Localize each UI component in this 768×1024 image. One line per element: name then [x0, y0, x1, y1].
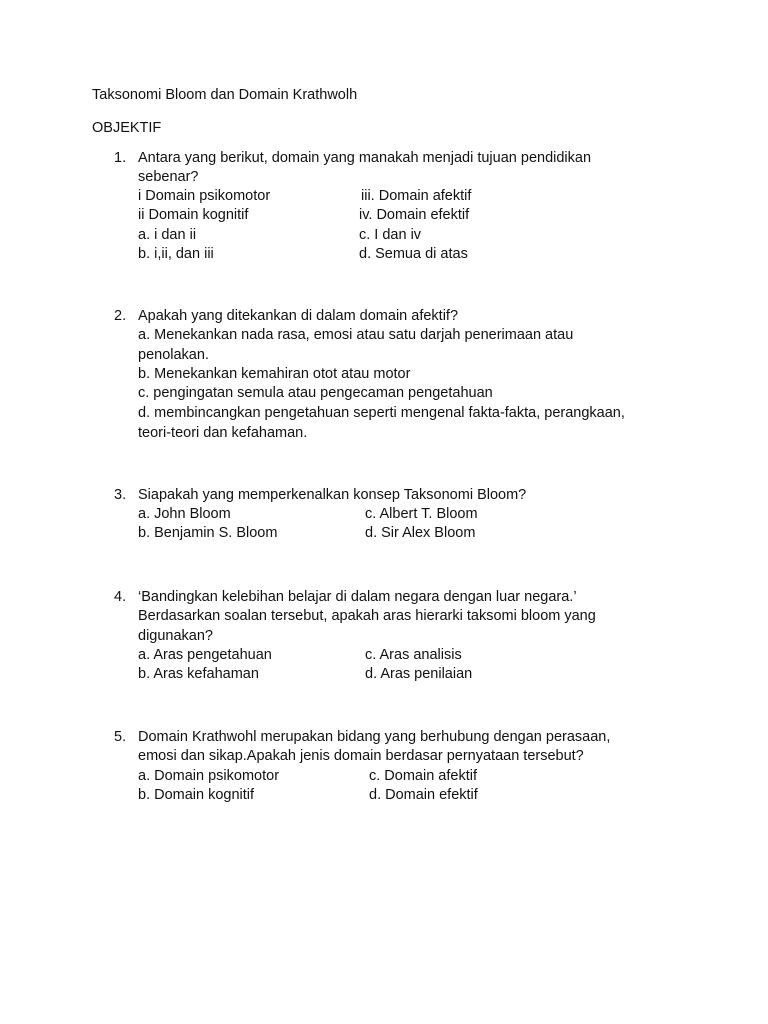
- answer-option-a: a. Domain psikomotor: [138, 768, 280, 784]
- question-number: 2.: [114, 308, 127, 324]
- question-number: 5.: [114, 729, 127, 745]
- statement-item: iv. Domain efektif: [359, 207, 470, 223]
- answer-option-a: a. John Bloom: [138, 506, 231, 522]
- question-stem-line: digunakan?: [138, 628, 213, 644]
- question-stem-line: Siapakah yang memperkenalkan konsep Taksonomi Bloom?: [138, 487, 527, 503]
- answer-option-a: a. i dan ii: [138, 227, 197, 243]
- answer-option-b: b. Aras kefahaman: [138, 666, 259, 682]
- question-stem-line: ‘Bandingkan kelebihan belajar di dalam negara dengan luar negara.’: [138, 589, 577, 605]
- document-title: Taksonomi Bloom dan Domain Krathwolh: [92, 87, 358, 103]
- question-stem-line: Domain Krathwohl merupakan bidang yang berhubung dengan perasaan,: [138, 729, 611, 745]
- answer-option-d: d. Sir Alex Bloom: [365, 525, 476, 541]
- question-stem-line: sebenar?: [138, 169, 199, 185]
- section-heading: OBJEKTIF: [92, 120, 162, 136]
- question-stem-line: Antara yang berikut, domain yang manakah menjadi tujuan pendidikan: [138, 150, 592, 166]
- question-number: 3.: [114, 487, 127, 503]
- question-stem-line: emosi dan sikap.Apakah jenis domain berdasar pernyataan tersebut?: [138, 748, 584, 764]
- answer-option-b: b. i,ii, dan iii: [138, 246, 214, 262]
- question-stem-line: Apakah yang ditekankan di dalam domain afektif?: [138, 308, 459, 324]
- question-number: 4.: [114, 589, 127, 605]
- statement-item: i Domain psikomotor: [138, 188, 271, 204]
- answer-option-d: d. Semua di atas: [359, 246, 468, 262]
- answer-option-c: c. Albert T. Bloom: [365, 506, 478, 522]
- answer-option-d: d. Domain efektif: [369, 787, 478, 803]
- answer-option-c: c. I dan iv: [359, 227, 422, 243]
- answer-option-line: d. membincangkan pengetahuan seperti mengenal fakta-fakta, perangkaan,: [138, 405, 625, 421]
- answer-option-c: c. Domain afektif: [369, 768, 477, 784]
- answer-option-line: a. Menekankan nada rasa, emosi atau satu darjah penerimaan atau: [138, 327, 574, 343]
- answer-option-line: teori-teori dan kefahaman.: [138, 425, 308, 441]
- answer-option-d: d. Aras penilaian: [365, 666, 473, 682]
- statement-item: ii Domain kognitif: [138, 207, 249, 223]
- statement-item: iii. Domain afektif: [361, 188, 472, 204]
- question-stem-line: Berdasarkan soalan tersebut, apakah aras hierarki taksomi bloom yang: [138, 608, 596, 624]
- question-number: 1.: [114, 150, 127, 166]
- answer-option-b: b. Benjamin S. Bloom: [138, 525, 278, 541]
- answer-option-line: b. Menekankan kemahiran otot atau motor: [138, 366, 411, 382]
- answer-option-line: penolakan.: [138, 347, 209, 363]
- answer-option-c: c. Aras analisis: [365, 647, 462, 663]
- answer-option-a: a. Aras pengetahuan: [138, 647, 272, 663]
- answer-option-b: b. Domain kognitif: [138, 787, 255, 803]
- answer-option-line: c. pengingatan semula atau pengecaman pengetahuan: [138, 385, 493, 401]
